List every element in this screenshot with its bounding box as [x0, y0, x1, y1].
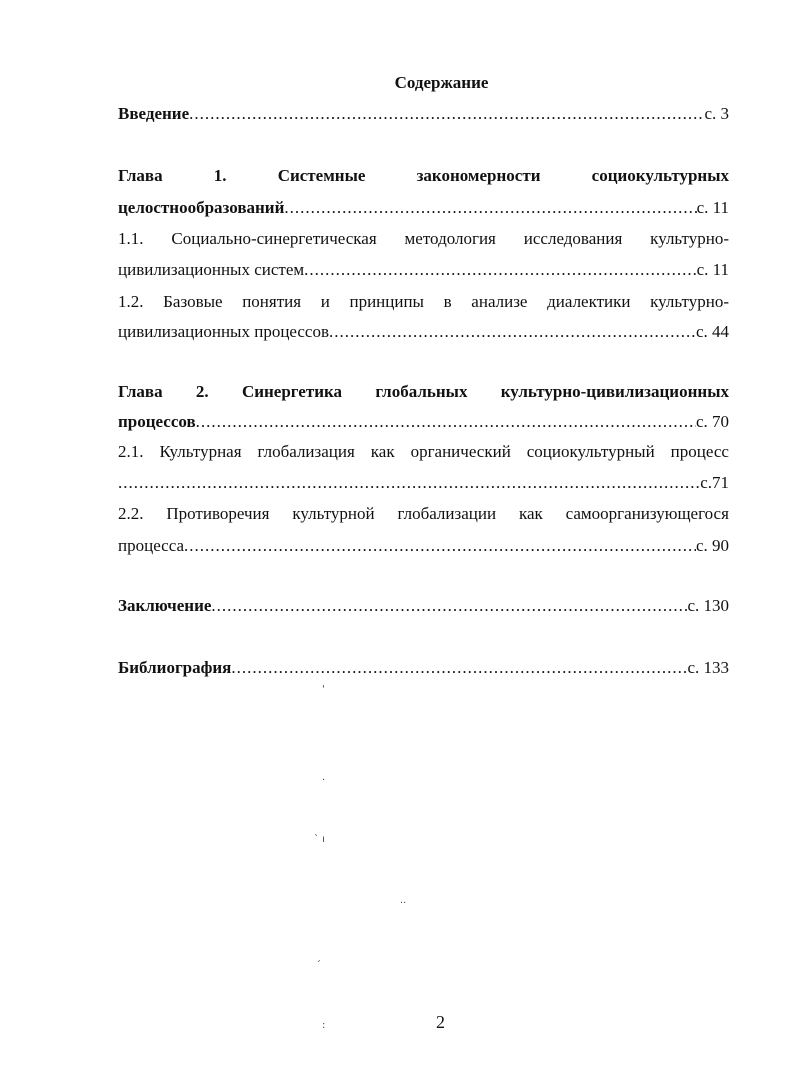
section-word: в: [443, 292, 452, 311]
heading-word: 1.: [213, 166, 227, 185]
section-word: органический: [410, 442, 511, 461]
toc-section-1-2-line2[interactable]: [118, 322, 729, 342]
scan-speck: ': [322, 684, 325, 695]
toc-chapter2-heading-line2[interactable]: [118, 412, 729, 432]
toc-entry-label: Заключение: [118, 596, 212, 615]
section-word: процесс: [670, 442, 729, 461]
section-word: Культурная: [159, 442, 242, 461]
section-word: диалектики: [547, 292, 631, 311]
toc-section-2-2-line2[interactable]: [118, 536, 729, 556]
dot-leader: [184, 536, 696, 556]
section-word: 1.2.: [118, 292, 144, 311]
section-word: как: [370, 442, 395, 461]
section-word: 1.1.: [118, 229, 144, 248]
toc-entry-bibliography[interactable]: [118, 658, 729, 678]
dot-leader: [284, 198, 696, 218]
dot-leader: [196, 412, 696, 432]
scan-speck: ´: [316, 960, 321, 971]
scan-speck: ··: [400, 898, 407, 909]
section-word: культурно-: [650, 229, 729, 248]
section-word: Базовые: [163, 292, 223, 311]
section-word: культурно-: [650, 292, 729, 311]
toc-entry-page: с. 3: [704, 104, 729, 123]
toc-entry-label: процесса: [118, 536, 185, 555]
toc-entry-page: с. 90: [695, 536, 729, 555]
heading-word: Глава: [118, 166, 163, 185]
toc-entry-page: с. 11: [696, 198, 729, 217]
toc-chapter1-heading-line2[interactable]: [118, 198, 729, 218]
toc-entry-page: с. 70: [695, 412, 729, 431]
section-word: принципы: [349, 292, 424, 311]
dot-leader: [211, 596, 687, 616]
toc-title-text: Содержание: [394, 73, 489, 92]
toc-section-2-2-line1[interactable]: [118, 504, 729, 524]
page-number: 2: [436, 1012, 445, 1032]
scan-speck: ` ı: [314, 834, 325, 845]
toc-title: [0, 73, 793, 93]
section-word: Противоречия: [166, 504, 270, 523]
section-word: глобализации: [397, 504, 497, 523]
toc-entry-page: с.71: [700, 473, 729, 492]
heading-word: закономерности: [416, 166, 541, 185]
toc-entry-page: с. 133: [687, 658, 729, 677]
section-word: исследования: [523, 229, 623, 248]
heading-word: Системные: [277, 166, 366, 185]
toc-chapter1-heading-line1[interactable]: [118, 166, 729, 186]
toc-entry-label: процессов: [118, 412, 196, 431]
section-word: социокультурный: [526, 442, 655, 461]
dot-leader: [329, 322, 696, 342]
toc-entry-label: цивилизационных систем: [118, 260, 305, 279]
heading-word: глобальных: [375, 382, 468, 401]
toc-entry-label: Введение: [118, 104, 190, 123]
dot-leader: [231, 658, 687, 678]
toc-entry-intro[interactable]: [118, 104, 729, 124]
scan-speck: ·: [322, 775, 326, 786]
toc-entry-page: с. 130: [687, 596, 729, 615]
toc-section-1-1-line2[interactable]: [118, 260, 729, 280]
toc-chapter2-heading-line1[interactable]: [118, 382, 729, 402]
toc-entry-label: Библиография: [118, 658, 232, 677]
section-word: как: [518, 504, 543, 523]
toc-section-1-2-line1[interactable]: [118, 292, 729, 312]
heading-word: Глава: [118, 382, 163, 401]
heading-word: социокультурных: [591, 166, 729, 185]
toc-entry-page: с. 11: [696, 260, 729, 279]
toc-section-1-1-line1[interactable]: [118, 229, 729, 249]
section-word: понятия: [242, 292, 302, 311]
toc-section-2-1-line1[interactable]: [118, 442, 729, 462]
heading-word: 2.: [195, 382, 209, 401]
section-word: самоорганизующегося: [565, 504, 729, 523]
toc-entry-page: с. 44: [695, 322, 729, 341]
section-word: анализе: [471, 292, 528, 311]
section-word: 2.2.: [118, 504, 144, 523]
section-word: культурной: [292, 504, 375, 523]
section-word: методология: [404, 229, 496, 248]
section-word: глобализация: [257, 442, 355, 461]
dot-leader: [189, 104, 704, 124]
dot-leader: [304, 260, 696, 280]
toc-entry-conclusion[interactable]: [118, 596, 729, 616]
toc-entry-label: цивилизационных процессов: [118, 322, 330, 341]
heading-word: культурно-цивилизационных: [500, 382, 729, 401]
heading-word: Синергетика: [241, 382, 343, 401]
section-word: 2.1.: [118, 442, 144, 461]
scan-speck: :: [322, 1020, 326, 1031]
toc-section-2-1-line2[interactable]: [118, 473, 729, 493]
dot-leader: [118, 473, 700, 493]
section-word: Социально-синергетическая: [171, 229, 377, 248]
toc-entry-label: целостнообразований: [118, 198, 285, 217]
section-word: и: [320, 292, 330, 311]
